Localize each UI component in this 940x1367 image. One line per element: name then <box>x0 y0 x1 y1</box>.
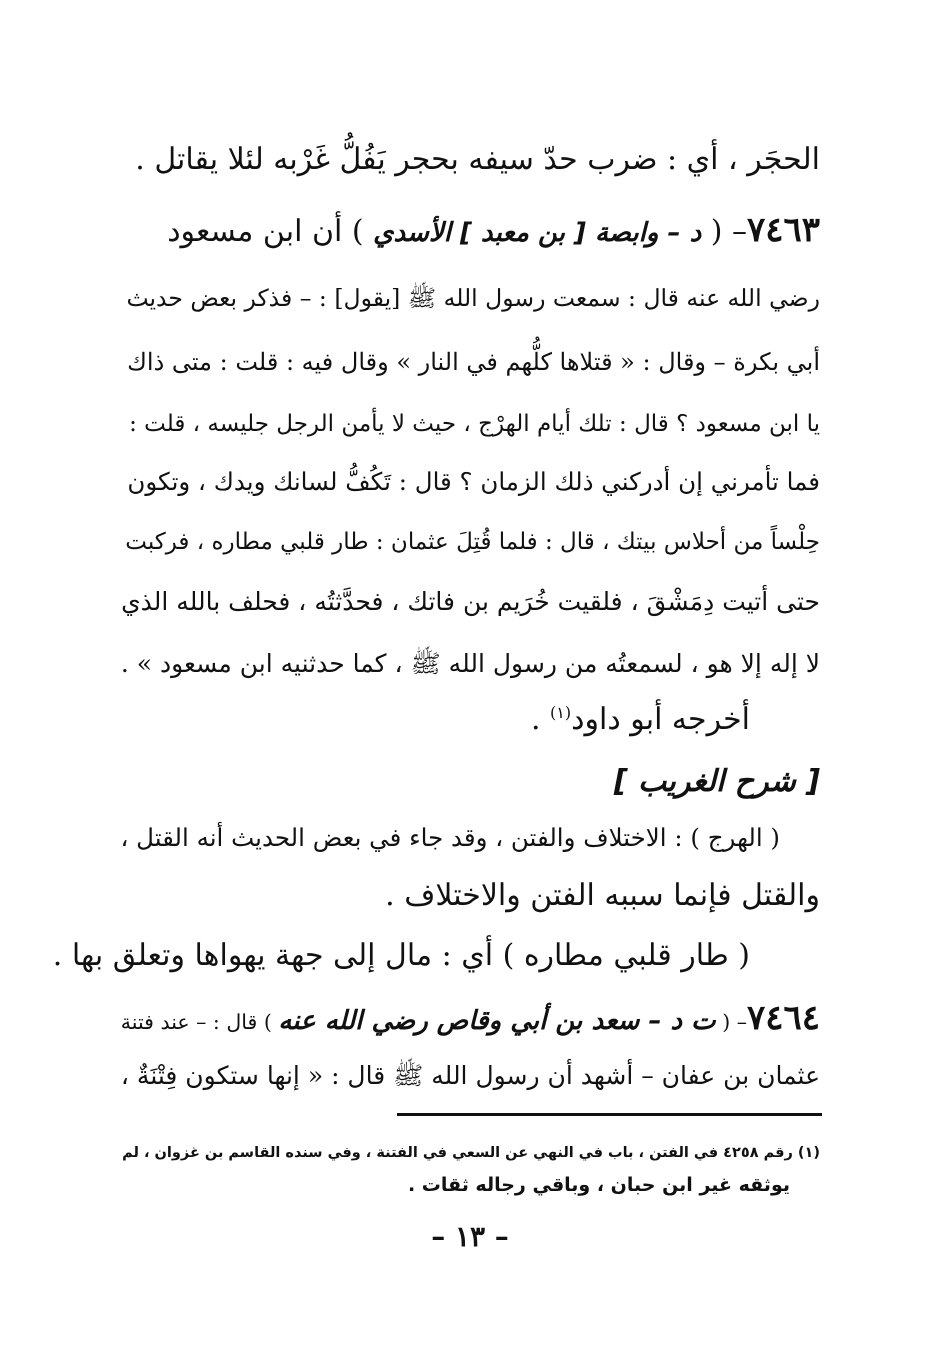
text-line-7: حِلْساً من أحلاس بيتك ، قال : فلما قُتِلَ عثمان : طار قلبي مطاره ، فركبت <box>125 529 820 555</box>
text-line-4: أبي بكرة – وقال : « قتلاها كلُّهم في النار » وقال فيه : قلت : متى ذاك <box>127 348 820 376</box>
gharib-section-title: [ شرح الغريب ] <box>613 764 820 799</box>
footnote-line-1: (١) رقم ٤٢٥٨ في الفتن ، باب في النهي عن السعي في الفتنة ، وفي سنده القاسم بن غزوان ، لم <box>122 1145 820 1161</box>
text-line-12: ( الهرج ) : الاختلاف والفتن ، وقد جاء في بعض الحديث أنه القتل ، <box>120 823 780 852</box>
text-line-16: عثمان بن عفان – أشهد أن رسول الله ﷺ قال : « إنها ستكون فِتْنَةٌ ، <box>120 1061 820 1090</box>
hadith-7463-source: د – وابصة [ بن معبد ] الأسدي <box>373 218 702 248</box>
footnote-divider <box>397 1113 822 1116</box>
hadith-7463-dash: – ( <box>710 214 747 249</box>
hadith-7464-after: ) قال : – عند فتنة <box>120 1010 272 1034</box>
hadith-7463-after: ) أن ابن مسعود <box>167 214 364 249</box>
text-line-8: حتى أتيت دِمَشْقَ ، فلقيت خُرَيم بن فاتك ، فحدَّثتُه ، فحلف بالله الذي <box>121 587 820 616</box>
hadith-7464-dash: – ( <box>722 1010 747 1034</box>
text-line-9: لا إله إلا هو ، لسمعتُه من رسول الله ﷺ ، كما حدثنيه ابن مسعود » . <box>120 649 820 678</box>
text-line-1: الحجَر ، أي : ضرب حدّ سيفه بحجر يَفُلُّ غَرْبه لئلا يقاتل . <box>135 142 820 177</box>
takhrij-end: . <box>530 702 541 737</box>
hadith-number-7463: ٧٤٦٣ <box>746 210 820 250</box>
footnote-line-2: يوثقه غير ابن حبان ، وباقي رجاله ثقات . <box>407 1174 790 1196</box>
text-line-6: فما تأمرني إن أدركني ذلك الزمان ؟ قال : تَكُفُّ لسانك ويدك ، وتكون <box>127 467 820 496</box>
footnote-marker: (١) <box>550 703 572 722</box>
takhrij-line <box>50 700 750 740</box>
hadith-7464-heading <box>120 998 820 1042</box>
hadith-7464-source: ت د – سعد بن أبي وقاص رضي الله عنه <box>278 1006 716 1036</box>
takhrij-text: أخرجه أبو داود <box>571 702 750 737</box>
page-number: – ١٣ – <box>431 1220 509 1253</box>
hadith-number-7464: ٧٤٦٤ <box>746 998 820 1038</box>
text-line-13: والقتل فإنما سببه الفتن والاختلاف . <box>385 878 820 913</box>
text-line-14: ( طار قلبي مطاره ) أي : مال إلى جهة يهواها وتعلق بها . <box>52 938 750 973</box>
hadith-7463-heading <box>120 210 820 253</box>
text-line-3: رضي الله عنه قال : سمعت رسول الله ﷺ [يقول] : – فذكر بعض حديث <box>126 284 820 312</box>
text-line-5: يا ابن مسعود ؟ قال : تلك أيام الهرْج ، حيث لا يأمن الرجل جليسه ، قلت : <box>129 411 820 437</box>
